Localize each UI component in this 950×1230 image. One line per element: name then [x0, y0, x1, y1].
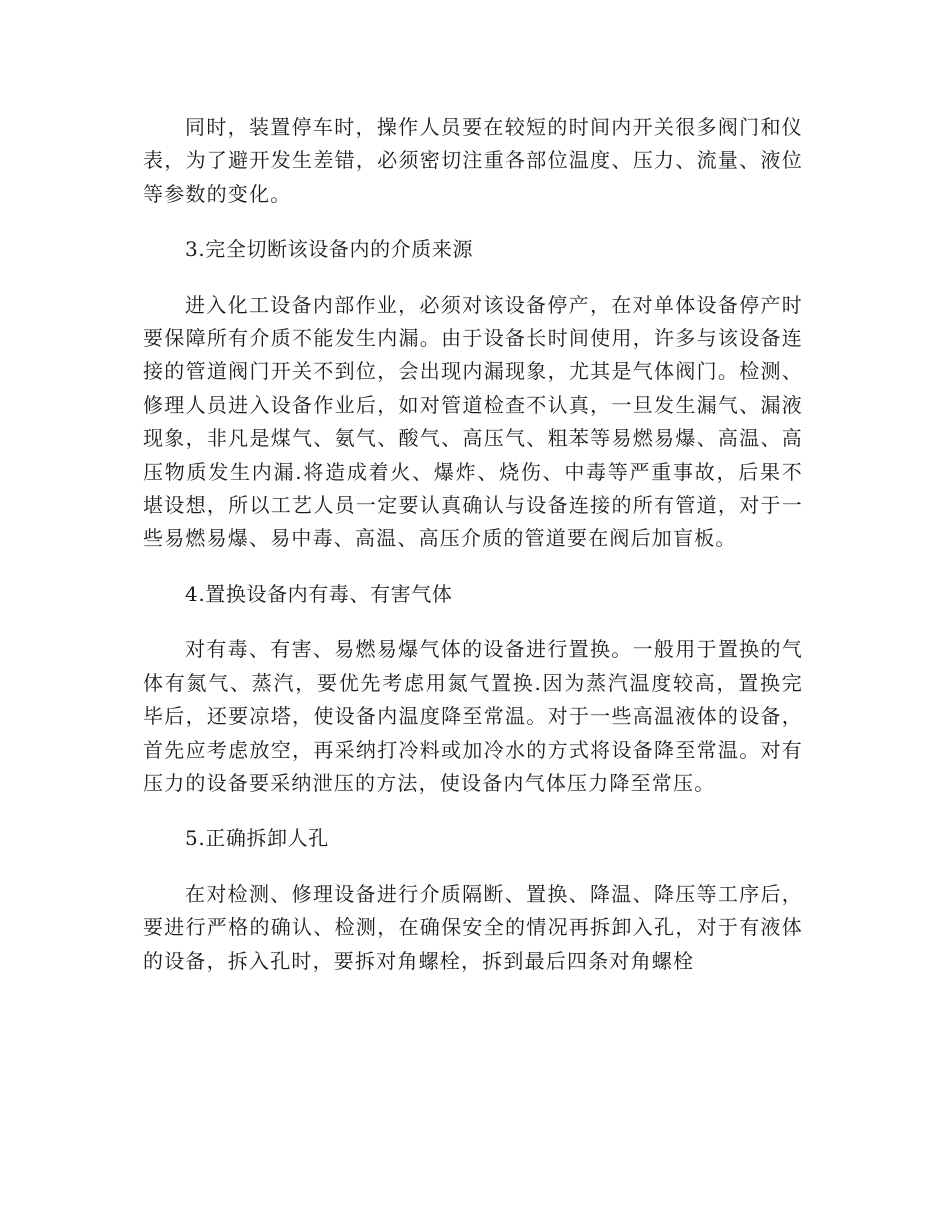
paragraph-cut-off-medium: 进入化工设备内部作业，必须对该设备停产，在对单体设备停产时要保障所有介质不能发生内漏。由于设备长时间使用，许多与该设备连接的管道阀门开关不到位，会出现内漏现象，尤其是气体阀门。检测、修理人员进入设备作业后，如对管道检查不认真，一旦发生漏气、漏液现象，非凡是煤气、氨气、酸气、高压气、粗苯等易燃易爆、高温、高压物质发生内漏.将造成着火、爆炸、烧伤、中毒等严重事故，后果不堪设想，所以工艺人员一定要认真确认与设备连接的所有管道，对于一些易燃易爆、易中毒、高温、高压介质的管道要在阀后加盲板。	[143, 292, 803, 551]
paragraph-manhole-removal: 在对检测、修理设备进行介质隔断、置换、降温、降压等工序后，要进行严格的确认、检测，在确保安全的情况再拆卸入孔，对于有液体的设备，拆入孔时，要拆对角螺栓，拆到最后四条对角螺栓	[143, 881, 803, 973]
section-heading-3: 3.完全切断该设备内的介质来源	[185, 237, 474, 262]
paragraph-gas-replacement: 对有毒、有害、易燃易爆气体的设备进行置换。一般用于置换的气体有氮气、蒸汽，要优先考虑用氮气置换.因为蒸汽温度较高，置换完毕后，还要凉塔，使设备内温度降至常温。对于一些高温液体的设备，首先应考虑放空，再采纳打冷料或加冷水的方式将设备降至常温。对有压力的设备要采纳泄压的方法，使设备内气体压力降至常压。	[143, 637, 803, 795]
document-body	[143, 111, 803, 1000]
paragraph-shutdown-operation: 同时，装置停车时，操作人员要在较短的时间内开关很多阀门和仪表，为了避开发生差错，必须密切注重各部位温度、压力、流量、液位等参数的变化。	[143, 115, 803, 206]
section-heading-5: 5.正确拆卸人孔	[185, 826, 329, 851]
section-heading-4: 4.置换设备内有毒、有害气体	[185, 581, 453, 606]
